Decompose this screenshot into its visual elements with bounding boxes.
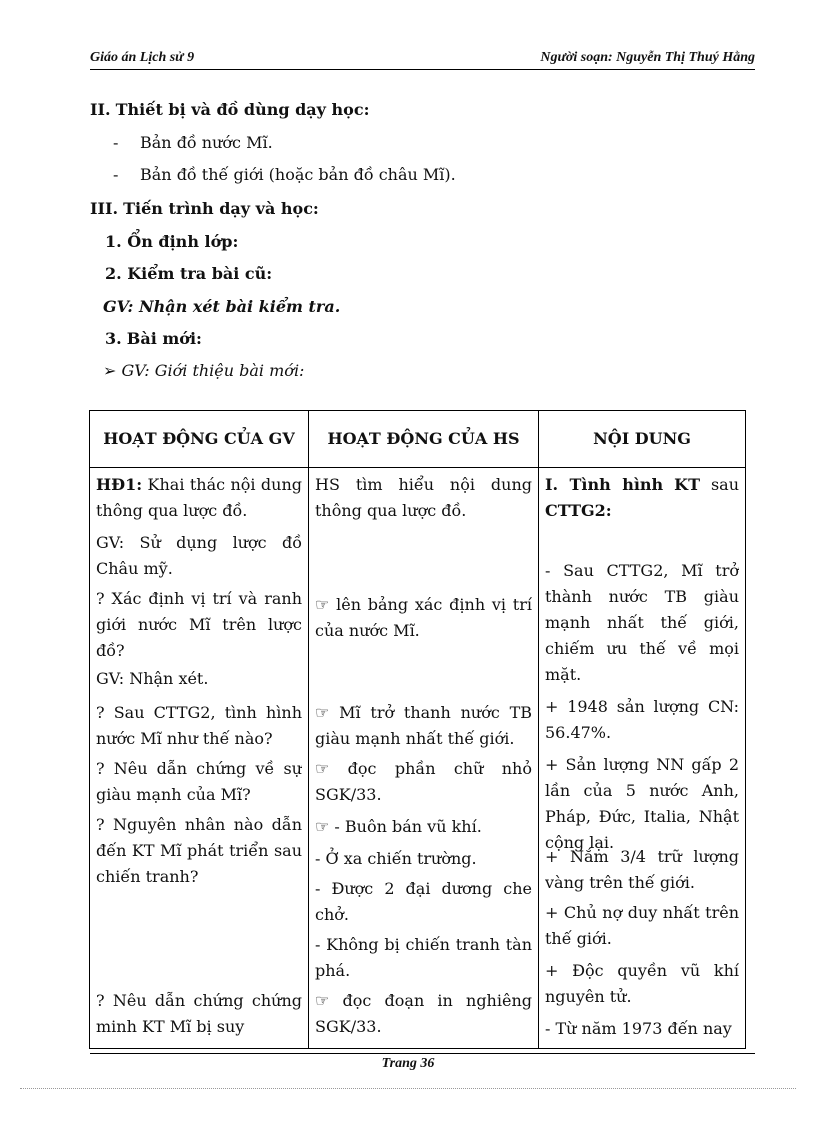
header-hs: HOẠT ĐỘNG CỦA HS bbox=[309, 411, 539, 468]
header-rule bbox=[90, 69, 755, 70]
section-2-heading: II. Thiết bị và đồ dùng dạy học: bbox=[90, 100, 370, 119]
hs-p1: HS tìm hiểu nội dung thông qua lược đồ. bbox=[315, 475, 532, 520]
gv-p2: ? Xác định vị trí và ranh giới nước Mĩ trên lược đồ? bbox=[96, 589, 302, 660]
gv-p3: GV: Nhận xét. bbox=[96, 669, 209, 688]
content-p6: + Độc quyền vũ khí nguyên tử. bbox=[545, 961, 739, 1006]
content-p1: - Sau CTTG2, Mĩ trở thành nước TB giàu mạnh nhất thế giới, chiếm ưu thế về mọi mặt. bbox=[545, 561, 739, 684]
intro-line: ➢ GV: Giới thiệu bài mới: bbox=[103, 361, 305, 380]
page-edge-divider bbox=[20, 1088, 796, 1089]
lesson-table bbox=[89, 410, 746, 1049]
header-author: Người soạn: Nguyễn Thị Thuý Hằng bbox=[540, 50, 755, 65]
gv-p4: ? Sau CTTG2, tình hình nước Mĩ như thế nào? bbox=[96, 703, 302, 748]
hs-p9: ☞ đọc đoạn in nghiêng SGK/33. bbox=[315, 991, 532, 1036]
hs-p4: ☞ đọc phần chữ nhỏ SGK/33. bbox=[315, 759, 532, 804]
content-p5: + Chủ nợ duy nhất trên thế giới. bbox=[545, 903, 739, 948]
step-2: 2. Kiểm tra bài cũ: bbox=[105, 264, 273, 283]
content-title: I. Tình hình KT sau CTTG2: bbox=[545, 475, 739, 520]
gv-p5: ? Nêu dẫn chứng về sự giàu mạnh của Mĩ? bbox=[96, 759, 302, 804]
page-number: Trang 36 bbox=[381, 1056, 435, 1071]
gv-p1: GV: Sử dụng lược đồ Châu mỹ. bbox=[96, 533, 302, 578]
hs-p2: ☞ lên bảng xác định vị trí của nước Mĩ. bbox=[315, 595, 532, 640]
section-3-heading: III. Tiến trình dạy và học: bbox=[90, 199, 319, 218]
equipment-item-1: - Bản đồ nước Mĩ. bbox=[113, 133, 273, 152]
hs-p5: ☞ - Buôn bán vũ khí. bbox=[315, 817, 482, 836]
step-1: 1. Ổn định lớp: bbox=[105, 232, 239, 251]
content-p7: - Từ năm 1973 đến nay bbox=[545, 1019, 732, 1038]
hs-p8: - Không bị chiến tranh tàn phá. bbox=[315, 935, 532, 980]
review-note: GV: Nhận xét bài kiểm tra. bbox=[103, 297, 341, 316]
hs-column bbox=[309, 468, 539, 1049]
hs-p3: ☞ Mĩ trở thanh nước TB giàu mạnh nhất thế giới. bbox=[315, 703, 532, 748]
header-subject: Giáo án Lịch sử 9 bbox=[90, 50, 195, 65]
gv-column bbox=[90, 468, 309, 1049]
arrow-bullet-icon: ➢ bbox=[103, 361, 117, 380]
header-content: NỘI DUNG bbox=[539, 411, 746, 468]
table-header-row bbox=[90, 411, 746, 468]
content-column bbox=[539, 468, 746, 1049]
hs-p7: - Được 2 đại dương che chở. bbox=[315, 879, 532, 924]
content-p3: + Sản lượng NN gấp 2 lần của 5 nước Anh, Pháp, Đức, Italia, Nhật cộng lại. bbox=[545, 755, 739, 852]
gv-p6: ? Nguyên nhân nào dẫn đến KT Mĩ phát triển sau chiến tranh? bbox=[96, 815, 302, 886]
hs-p6: - Ở xa chiến trường. bbox=[315, 849, 477, 868]
gv-p7: ? Nêu dẫn chứng chứng minh KT Mĩ bị suy bbox=[96, 991, 302, 1036]
content-p2: + 1948 sản lượng CN: 56.47%. bbox=[545, 697, 739, 742]
table-row bbox=[90, 468, 746, 1049]
gv-hd1: HĐ1: Khai thác nội dung thông qua lược đồ. bbox=[96, 475, 302, 520]
equipment-item-2: - Bản đồ thế giới (hoặc bản đồ châu Mĩ). bbox=[113, 165, 456, 184]
step-3: 3. Bài mới: bbox=[105, 329, 202, 348]
header-gv: HOẠT ĐỘNG CỦA GV bbox=[90, 411, 309, 468]
page-header bbox=[90, 48, 755, 70]
content-p4: + Nắm 3/4 trữ lượng vàng trên thế giới. bbox=[545, 847, 739, 892]
footer-rule bbox=[90, 1053, 755, 1054]
